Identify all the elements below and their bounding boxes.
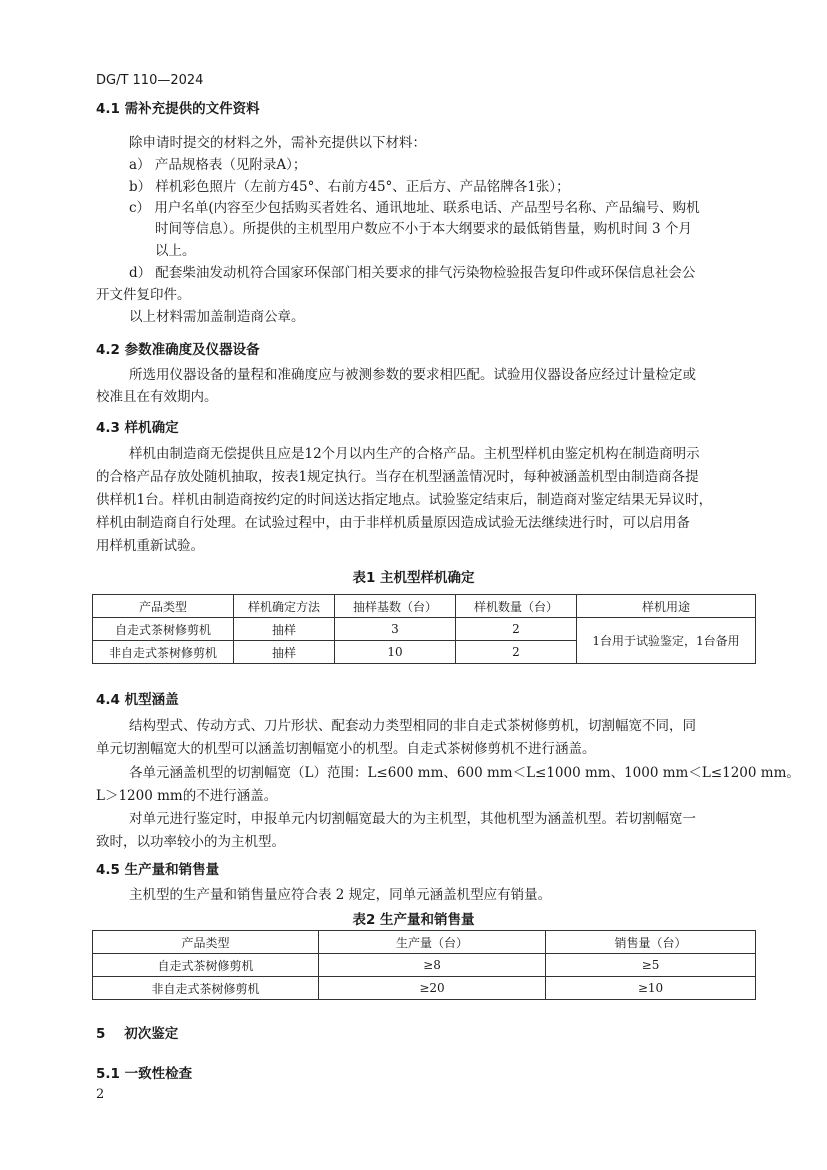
list-item-continued: 时间等信息）。所提供的主机型用户数应不小于本大纲要求的最低销售量，购机时间 3 个月 <box>155 221 692 237</box>
table-header-cell: 样机用途 <box>577 595 756 618</box>
paragraph: 单元切割幅宽大的机型可以涵盖切割幅宽小的机型。自走式茶树修剪机不进行涵盖。 <box>96 741 596 757</box>
paragraph: 除申请时提交的材料之外，需补充提供以下材料： <box>129 135 426 151</box>
table-header-cell: 抽样基数（台） <box>335 595 456 618</box>
table1-caption: 表1 主机型样机确定 <box>352 570 475 586</box>
table-header-row <box>93 931 756 954</box>
section-4-3-title: 4.3 样机确定 <box>96 420 179 436</box>
paragraph: 对单元进行鉴定时，申报单元内切割幅宽最大的为主机型，其他机型为涵盖机型。若切割幅宽一 <box>129 811 696 827</box>
table-cell: 自走式茶树修剪机 <box>93 954 319 977</box>
paragraph: 所选用仪器设备的量程和准确度应与被测参数的要求相匹配。试验用仪器设备应经过计量检定或 <box>129 367 696 383</box>
table-row <box>93 618 756 641</box>
paragraph: 校准且在有效期内。 <box>96 389 218 405</box>
table2 <box>92 930 756 1000</box>
section-4-2-title: 4.2 参数准确度及仪器设备 <box>96 342 260 358</box>
paragraph: 致时，以功率较小的为主机型。 <box>96 834 285 850</box>
table-header-cell: 产品类型 <box>93 931 319 954</box>
table-cell: ≥10 <box>546 977 756 1000</box>
table-header-cell: 产品类型 <box>93 595 234 618</box>
paragraph: 样机由制造商无偿提供且应是12个月以内生产的合格产品。主机型样机由鉴定机构在制造商明示 <box>129 446 700 462</box>
table-cell: ≥5 <box>546 954 756 977</box>
section-4-5-title: 4.5 生产量和销售量 <box>96 862 220 878</box>
list-item-continued: 开文件复印件。 <box>96 287 191 303</box>
table-cell: 非自走式茶树修剪机 <box>93 977 319 1000</box>
table-cell: 2 <box>456 618 577 641</box>
table-header-cell: 样机确定方法 <box>234 595 335 618</box>
list-item: b） 样机彩色照片（左前方45°、右前方45°、正后方、产品铭牌各1张）； <box>129 179 570 195</box>
paragraph: 供样机1台。样机由制造商按约定的时间送达指定地点。试验鉴定结束后，制造商对鉴定结果无异议时， <box>96 492 713 508</box>
section-4-1-title: 4.1 需补充提供的文件资料 <box>96 101 260 117</box>
paragraph: 主机型的生产量和销售量应符合表 2 规定，同单元涵盖机型应有销量。 <box>129 887 552 903</box>
table-cell: ≥8 <box>319 954 546 977</box>
table-header-row <box>93 595 756 618</box>
paragraph: L＞1200 mm的不进行涵盖。 <box>96 788 278 804</box>
table-cell: 自走式茶树修剪机 <box>93 618 234 641</box>
table-header-cell: 生产量（台） <box>319 931 546 954</box>
table-cell: 10 <box>335 641 456 664</box>
table-cell: 抽样 <box>234 618 335 641</box>
table-cell: 3 <box>335 618 456 641</box>
list-item-continued: 以上。 <box>155 243 196 259</box>
page-number: 2 <box>96 1087 105 1102</box>
table-cell: ≥20 <box>319 977 546 1000</box>
list-item: c） 用户名单(内容至少包括购买者姓名、通讯地址、联系电话、产品型号名称、产品编号、购机 <box>129 200 700 216</box>
list-item: a） 产品规格表（见附录A）； <box>129 157 307 173</box>
document-code: DG/T 110—2024 <box>96 73 204 88</box>
table-cell-usage: 1台用于试验鉴定，1台备用 <box>577 618 756 664</box>
section-5-title: 5 初次鉴定 <box>96 1026 179 1042</box>
paragraph: 样机由制造商自行处理。在试验过程中，由于非样机质量原因造成试验无法继续进行时，可以启用备 <box>96 515 690 531</box>
list-item: d） 配套柴油发动机符合国家环保部门相关要求的排气污染物检验报告复印件或环保信息社会公 <box>129 265 696 281</box>
table-row <box>93 954 756 977</box>
table-cell: 抽样 <box>234 641 335 664</box>
paragraph: 的合格产品存放处随机抽取，按表1规定执行。当存在机型涵盖情况时，每种被涵盖机型由制造商各提 <box>96 469 699 485</box>
table-header-cell: 销售量（台） <box>546 931 756 954</box>
paragraph: 用样机重新试验。 <box>96 538 204 554</box>
table2-caption: 表2 生产量和销售量 <box>352 912 475 928</box>
table-row <box>93 977 756 1000</box>
paragraph: 各单元涵盖机型的切割幅宽（L）范围：L≤600 mm、600 mm＜L≤1000 mm、1000 mm＜L≤1200 mm。 <box>129 765 800 781</box>
table-cell: 非自走式茶树修剪机 <box>93 641 234 664</box>
section-5-1-title: 5.1 一致性检查 <box>96 1066 193 1082</box>
table-header-cell: 样机数量（台） <box>456 595 577 618</box>
section-4-4-title: 4.4 机型涵盖 <box>96 692 179 708</box>
table1 <box>92 594 756 664</box>
paragraph: 以上材料需加盖制造商公章。 <box>129 309 305 325</box>
paragraph: 结构型式、传动方式、刀片形状、配套动力类型相同的非自走式茶树修剪机，切割幅宽不同，同 <box>129 718 696 734</box>
table-cell: 2 <box>456 641 577 664</box>
